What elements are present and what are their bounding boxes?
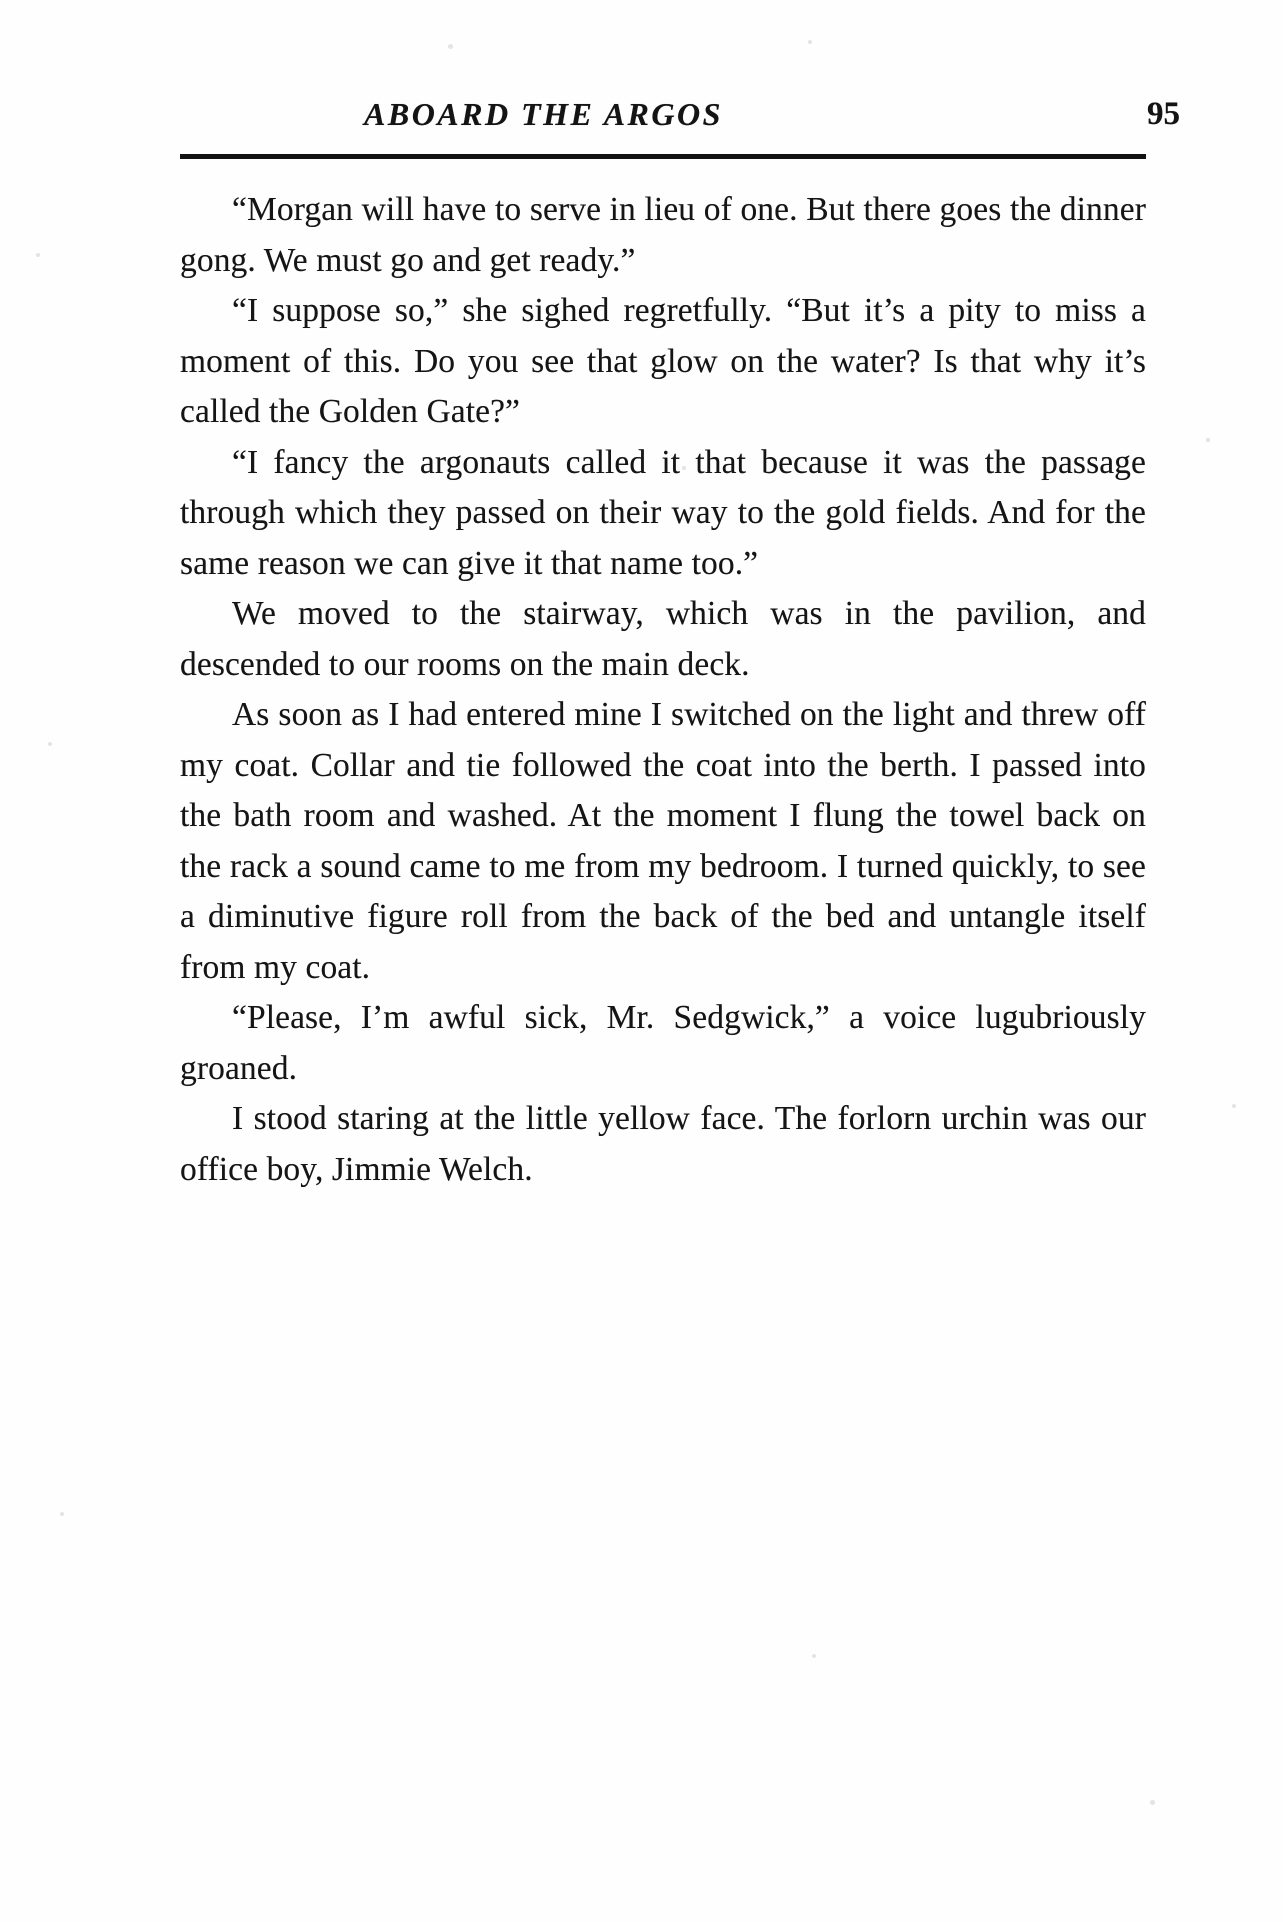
body-text [180,185,1146,1195]
paper-speck [1150,1800,1155,1805]
paragraph: I stood staring at the little yellow face. The forlorn urchin was our office boy, Jimmie Welch. [180,1100,1146,1188]
paper-speck [808,40,812,44]
paper-speck [60,1512,64,1516]
running-head-title: ABOARD THE ARGOS [364,96,723,132]
paragraph: “I suppose so,” she sighed regretfully. “But it’s a pity to miss a moment of this. Do you see that glow on the water? Is that why it’s called the Golden Gate?” [180,292,1146,430]
paper-speck [36,253,40,257]
paper-speck [1206,438,1210,442]
page-content [180,96,1186,1195]
paper-speck [1232,1104,1236,1108]
paragraph: As soon as I had entered mine I switched on the light and threw off my coat. Collar and tie followed the coat into the berth. I passed into the bath room and washed. At the moment I flung the towel back on the rack a sound came to me from my bedroom. I turned quickly, to see a diminutive figure roll from the back of the bed and untangle itself from my coat. [180,696,1146,986]
paper-speck [48,742,52,746]
paper-speck [812,1654,816,1658]
paper-speck [448,44,453,49]
header-rule [180,154,1146,159]
running-head [186,96,1186,150]
paragraph: “Morgan will have to serve in lieu of one. But there goes the dinner gong. We must go and get ready.” [180,191,1146,279]
paragraph: We moved to the stairway, which was in the pavilion, and descended to our rooms on the main deck. [180,595,1146,683]
page-number: 95 [1147,96,1180,132]
paragraph: “Please, I’m awful sick, Mr. Sedgwick,” a voice lugubriously groaned. [180,999,1146,1087]
paragraph: “I fancy the argonauts called it that because it was the passage through which they passed on their way to the gold fields. And for the same reason we can give it that name too.” [180,443,1146,582]
